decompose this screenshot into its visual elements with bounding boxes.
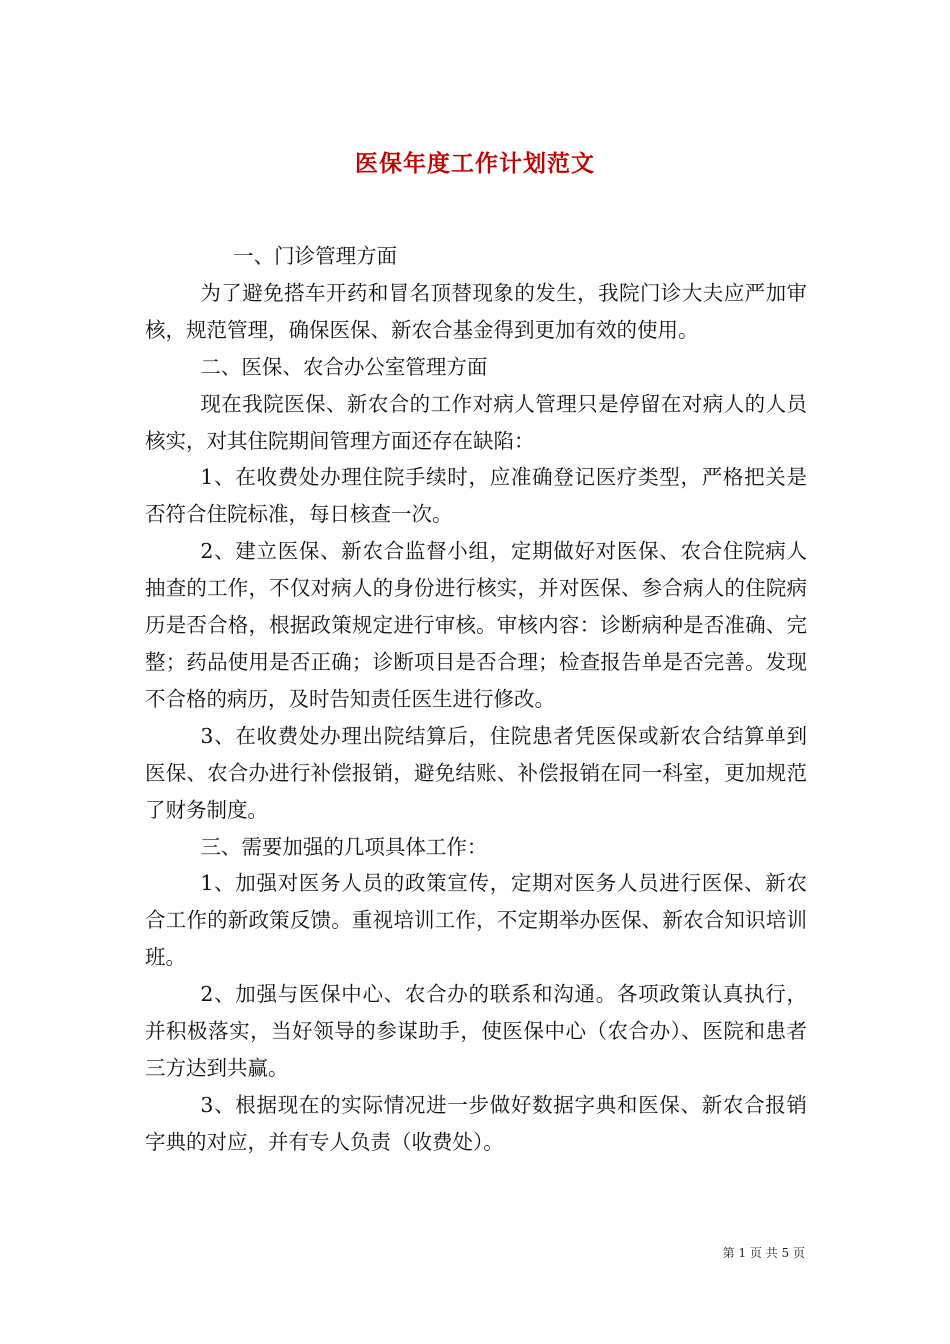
section-heading-outpatient: 一、门诊管理方面 — [233, 244, 398, 268]
document-body — [145, 238, 807, 1161]
page-number: 第 1 页 共 5 页 — [722, 1246, 805, 1260]
list-item: 3、根据现在的实际情况进一步做好数据字典和医保、新农合报销字典的对应，并有专人负责（收费处）。 — [145, 1092, 807, 1154]
section-heading-tasks: 三、需要加强的几项具体工作： — [200, 834, 488, 859]
list-item: 1、在收费处办理住院手续时，应准确登记医疗类型，严格把关是否符合住院标准，每日核查一次。 — [145, 465, 807, 527]
paragraph: 现在我院医保、新农合的工作对病人管理只是停留在对病人的人员核实，对其住院期间管理方面还存在缺陷： — [145, 391, 807, 453]
section-heading-office: 二、医保、农合办公室管理方面 — [200, 354, 488, 379]
list-item: 1、加强对医务人员的政策宣传，定期对医务人员进行医保、新农合工作的新政策反馈。重视培训工作，不定期举办医保、新农合知识培训班。 — [145, 871, 807, 970]
list-item: 3、在收费处办理出院结算后，住院患者凭医保或新农合结算单到医保、农合办进行补偿报销，避免结账、补偿报销在同一科室，更加规范了财务制度。 — [145, 723, 807, 822]
paragraph: 为了避免搭车开药和冒名顶替现象的发生，我院门诊大夫应严加审核，规范管理，确保医保、新农合基金得到更加有效的使用。 — [145, 280, 807, 342]
list-item: 2、建立医保、新农合监督小组，定期做好对医保、农合住院病人抽查的工作，不仅对病人的身份进行核实，并对医保、参合病人的住院病历是否合格，根据政策规定进行审核。审核内容：诊断病种是否准确、完整；药品使用是否正确；诊断项目是否合理；检查报告单是否完善。发现不合格的病历，及时告知责任医生进行修改。 — [145, 539, 807, 711]
list-item: 2、加强与医保中心、农合办的联系和沟通。各项政策认真执行，并积极落实，当好领导的参谋助手，使医保中心（农合办）、医院和患者三方达到共赢。 — [145, 982, 807, 1080]
page-title: 医保年度工作计划范文 — [355, 150, 595, 178]
